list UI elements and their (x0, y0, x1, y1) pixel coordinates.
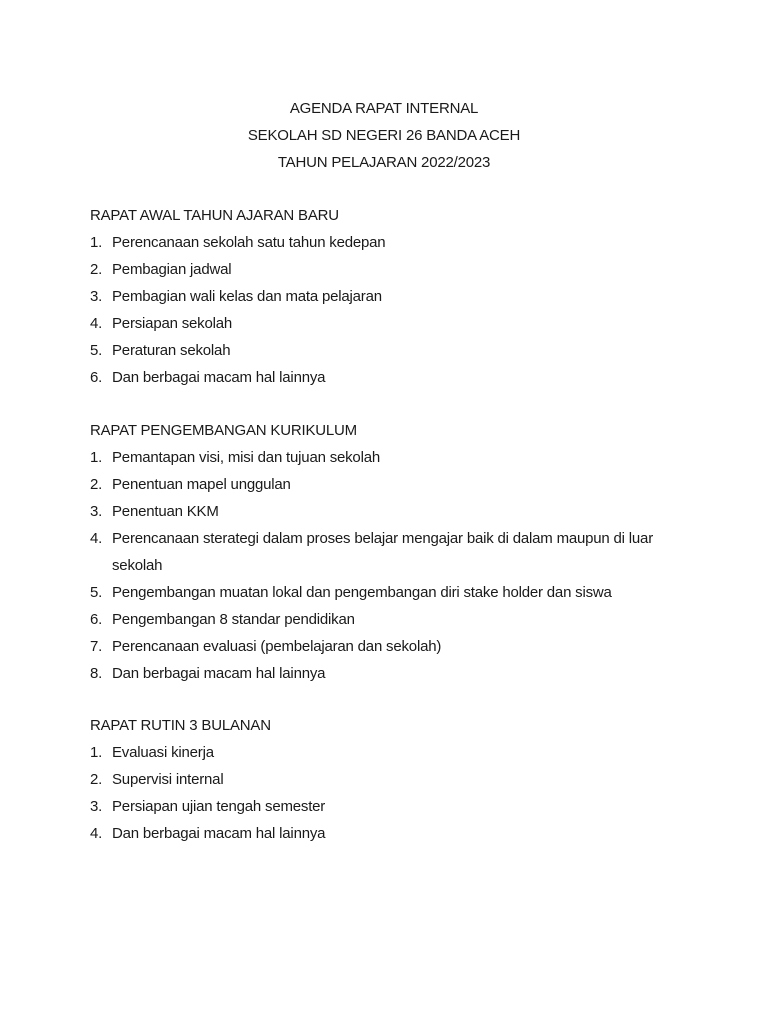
item-text: Pembagian wali kelas dan mata pelajaran (112, 288, 382, 305)
item-number: 5. (90, 584, 103, 601)
item-text: Evaluasi kinerja (112, 744, 214, 761)
list-item (90, 579, 690, 606)
item-text: Perencanaan sterategi dalam proses belajar mengajar baik di dalam maupun di luar sekolah (112, 530, 653, 574)
item-number: 2. (90, 771, 103, 788)
list-item (90, 793, 690, 820)
section-heading: RAPAT RUTIN 3 BULANAN (90, 717, 271, 734)
item-number: 4. (90, 315, 103, 332)
list-item (90, 525, 690, 579)
list-item (90, 820, 690, 847)
list-item (90, 337, 690, 364)
list-item (90, 444, 690, 471)
item-text: Pengembangan 8 standar pendidikan (112, 611, 355, 628)
list-item (90, 283, 690, 310)
item-number: 4. (90, 530, 103, 547)
item-number: 6. (90, 611, 103, 628)
section-rapat-awal-tahun (90, 202, 690, 391)
document-title (0, 95, 768, 176)
item-text: Dan berbagai macam hal lainnya (112, 825, 326, 842)
list-item (90, 471, 690, 498)
agenda-list (90, 739, 690, 847)
item-text: Perencanaan sekolah satu tahun kedepan (112, 234, 386, 251)
item-text: Dan berbagai macam hal lainnya (112, 369, 326, 386)
agenda-list (90, 229, 690, 391)
title-line-1: AGENDA RAPAT INTERNAL (289, 100, 479, 117)
item-number: 2. (90, 476, 103, 493)
item-text: Penentuan mapel unggulan (112, 476, 291, 493)
item-number: 3. (90, 503, 103, 520)
list-item (90, 660, 690, 687)
list-item (90, 766, 690, 793)
item-number: 7. (90, 638, 103, 655)
agenda-list (90, 444, 690, 687)
item-number: 6. (90, 369, 103, 386)
list-item (90, 739, 690, 766)
item-text: Persiapan sekolah (112, 315, 233, 332)
item-number: 2. (90, 261, 103, 278)
item-text: Pemantapan visi, misi dan tujuan sekolah (112, 449, 380, 466)
item-text: Perencanaan evaluasi (pembelajaran dan sekolah) (112, 638, 442, 655)
list-item (90, 606, 690, 633)
list-item (90, 364, 690, 391)
item-text: Supervisi internal (112, 771, 224, 788)
item-number: 3. (90, 288, 103, 305)
section-heading: RAPAT AWAL TAHUN AJARAN BARU (90, 207, 339, 224)
section-rapat-pengembangan-kurikulum (90, 417, 690, 687)
list-item (90, 256, 690, 283)
list-item (90, 229, 690, 256)
item-number: 1. (90, 234, 103, 251)
item-number: 8. (90, 665, 103, 682)
section-heading: RAPAT PENGEMBANGAN KURIKULUM (90, 422, 357, 439)
item-text: Dan berbagai macam hal lainnya (112, 665, 326, 682)
item-number: 4. (90, 825, 103, 842)
item-text: Peraturan sekolah (112, 342, 231, 359)
item-text: Pembagian jadwal (112, 261, 232, 278)
item-text: Pengembangan muatan lokal dan pengembangan diri stake holder dan siswa (112, 584, 612, 601)
list-item (90, 633, 690, 660)
item-text: Persiapan ujian tengah semester (112, 798, 326, 815)
list-item (90, 498, 690, 525)
item-number: 1. (90, 744, 103, 761)
section-rapat-rutin-3-bulanan (90, 712, 690, 847)
item-number: 1. (90, 449, 103, 466)
item-number: 5. (90, 342, 103, 359)
item-number: 3. (90, 798, 103, 815)
list-item (90, 310, 690, 337)
title-line-2: SEKOLAH SD NEGERI 26 BANDA ACEH (247, 127, 521, 144)
item-text: Penentuan KKM (112, 503, 219, 520)
title-line-3: TAHUN PELAJARAN 2022/2023 (277, 154, 491, 171)
